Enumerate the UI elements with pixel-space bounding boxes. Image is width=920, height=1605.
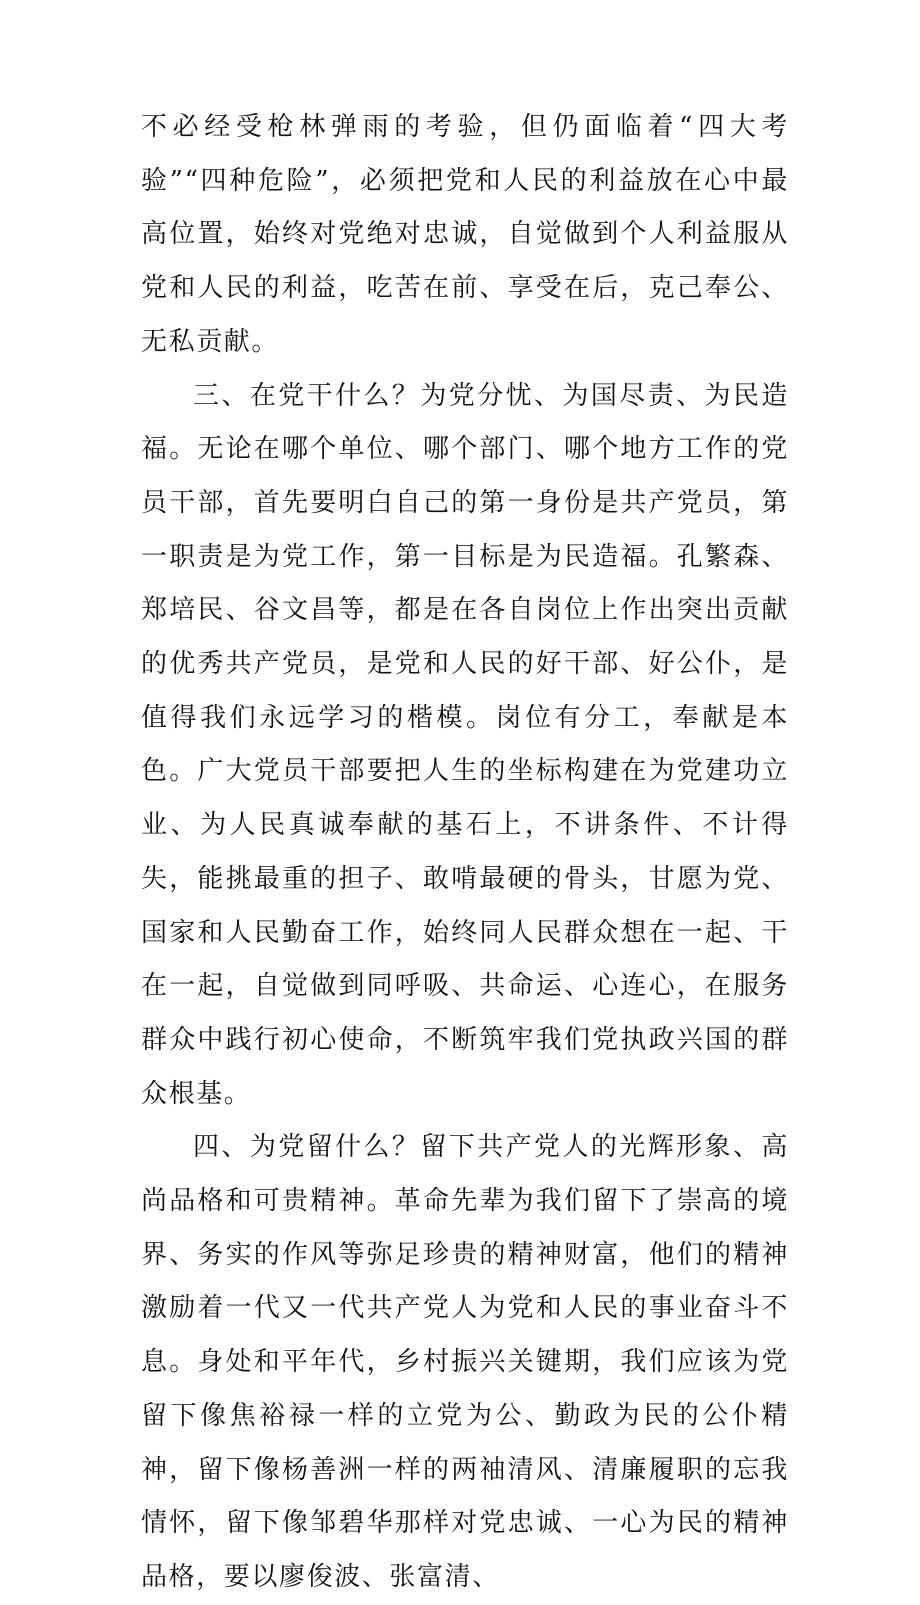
- document-body: [141, 101, 789, 1605]
- paragraph-section-four: 四、为党留什么？留下共产党人的光辉形象、高尚品格和可贵精神。革命先辈为我们留下了崇高的境界、务实的作风等弥足珍贵的精神财富，他们的精神激励着一代又一代共产党人为党和人民的事业奋斗不息。身处和平年代，乡村振兴关键期，我们应该为党留下像焦裕禄一样的立党为公、勤政为民的公仆精神，留下像杨善洲一样的两袖清风、清廉履职的忘我情怀，留下像邹碧华那样对党忠诚、一心为民的精神品格，要以廖俊波、张富清、: [141, 1132, 789, 1592]
- paragraph-section-three: 三、在党干什么？为党分忧、为国尽责、为民造福。无论在哪个单位、哪个部门、哪个地方工作的党员干部，首先要明白自己的第一身份是共产党员，第一职责是为党工作，第一目标是为民造福。孔繁森、郑培民、谷文昌等，都是在各自岗位上作出突出贡献的优秀共产党员，是党和人民的好干部、好公仆，是值得我们永远学习的楷模。岗位有分工，奉献是本色。广大党员干部要把人生的坐标构建在为党建功立业、为人民真诚奉献的基石上，不讲条件、不计得失，能挑最重的担子、敢啃最硬的骨头，甘愿为党、国家和人民勤奋工作，始终同人民群众想在一起、干在一起，自觉做到同呼吸、共命运、心连心，在服务群众中践行初心使命，不断筑牢我们党执政兴国的群众根基。: [141, 380, 789, 1109]
- paragraph-continuation: 不必经受枪林弹雨的考验，但仍面临着“四大考验”“四种危险”，必须把党和人民的利益放在心中最高位置，始终对党绝对忠诚，自觉做到个人利益服从党和人民的利益，吃苦在前、享受在后，克己奉公、无私贡献。: [141, 112, 789, 357]
